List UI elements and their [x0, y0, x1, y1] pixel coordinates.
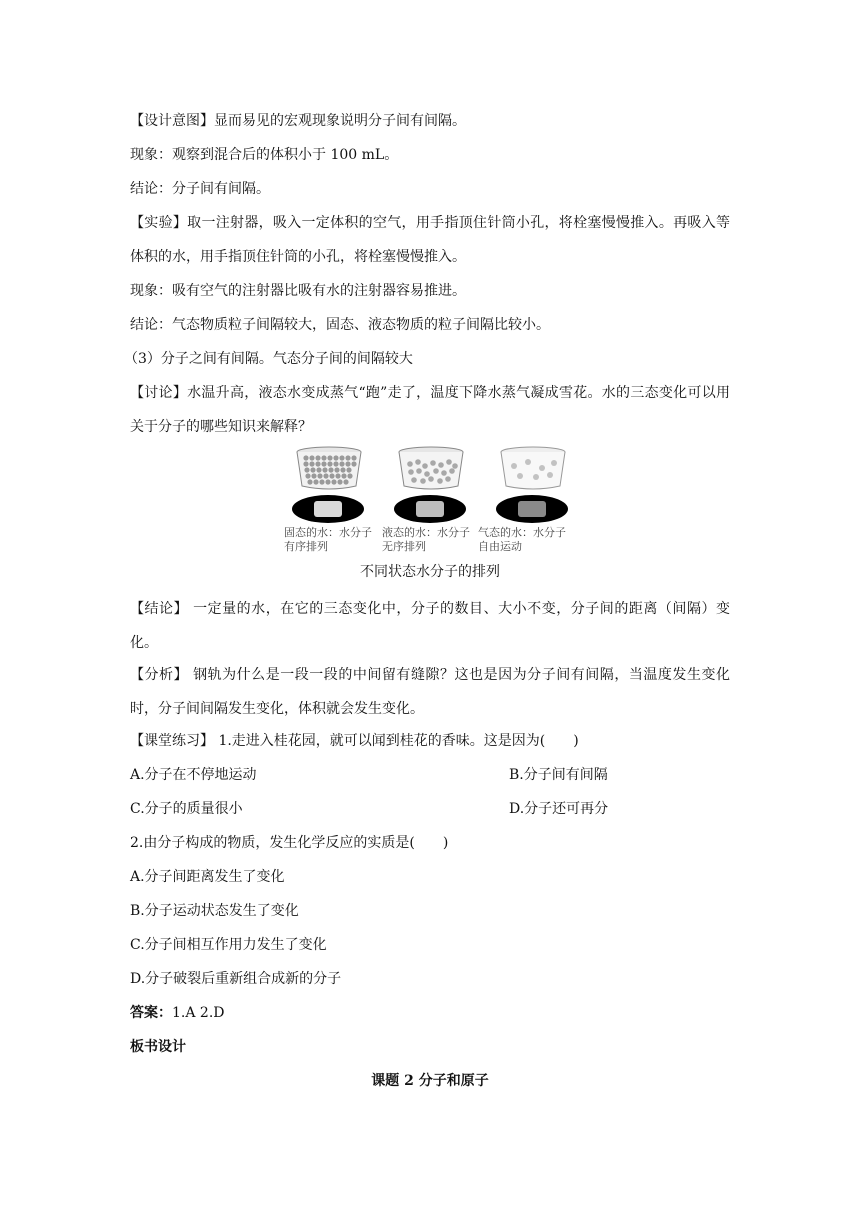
conclusion-line-1: 结论：分子间有间隔。 — [130, 181, 270, 197]
design-intent-line: 【设计意图】显而易见的宏观现象说明分子间有间隔。 — [130, 113, 466, 129]
conclusion-line-2: 结论：气态物质粒子间隔较大，固态、液态物质的粒子间隔比较小。 — [130, 317, 550, 333]
ice-photo — [292, 495, 364, 523]
question-1: 【课堂练习】 1.走进入桂花园，就可以闻到桂花的香味。这是因为( ) — [130, 733, 579, 749]
conclusion-paragraph: 【结论】 一定量的水，在它的三态变化中，分子的数目、大小不变，分子间的距离（间隔）变化。 — [130, 601, 730, 651]
gas-caption: 气态的水：水分子自由运动 — [478, 526, 566, 553]
solid-water-beaker-icon — [294, 446, 364, 490]
water-glass-photo — [394, 495, 466, 523]
answer-label: 答案： — [130, 1005, 172, 1021]
liquid-caption: 液态的水：水分子无序排列 — [382, 526, 470, 553]
point-3-line: （3）分子之间有间隔。气态分子间的间隔较大 — [124, 351, 413, 367]
question-2-option-c: C.分子间相互作用力发生了变化 — [130, 937, 327, 953]
phenomenon-line-1: 现象：观察到混合后的体积小于 100 mL。 — [130, 147, 399, 163]
question-2-option-a: A.分子间距离发生了变化 — [130, 869, 285, 885]
gas-water-beaker-icon — [498, 446, 568, 490]
water-states-figure — [284, 444, 576, 556]
steam-glass-photo — [496, 495, 568, 523]
question-1-option-b: B.分子间有间隔 — [509, 767, 608, 783]
figure-caption: 不同状态水分子的排列 — [360, 564, 500, 580]
board-design-heading: 板书设计 — [130, 1039, 186, 1055]
question-1-option-d: D.分子还可再分 — [509, 801, 609, 817]
answer-line — [130, 996, 730, 1030]
question-2: 2.由分子构成的物质，发生化学反应的实质是( ) — [130, 835, 449, 851]
phenomenon-line-2: 现象：吸有空气的注射器比吸有水的注射器容易推进。 — [130, 283, 466, 299]
question-1-option-a: A.分子在不停地运动 — [130, 767, 257, 783]
solid-caption: 固态的水：水分子有序排列 — [284, 526, 372, 553]
analysis-paragraph: 【分析】 钢轨为什么是一段一段的中间留有缝隙？这也是因为分子间有间隔，当温度发生变化时，分子间间隔发生变化，体积就会发生变化。 — [130, 667, 730, 717]
question-1-option-c: C.分子的质量很小 — [130, 801, 243, 817]
experiment-paragraph: 【实验】取一注射器，吸入一定体积的空气，用手指顶住针筒小孔，将栓塞慢慢推入。再吸入等体积的水，用手指顶住针筒的小孔，将栓塞慢慢推入。 — [130, 215, 730, 265]
topic-title: 课题 2 分子和原子 — [371, 1073, 489, 1089]
question-2-option-d: D.分子破裂后重新组合成新的分子 — [130, 971, 342, 987]
question-2-option-b: B.分子运动状态发生了变化 — [130, 903, 299, 919]
liquid-water-beaker-icon — [396, 446, 466, 490]
discussion-paragraph: 【讨论】水温升高，液态水变成蒸气“跑”走了，温度下降水蒸气凝成雪花。水的三态变化可以用关于分子的哪些知识来解释？ — [130, 385, 730, 435]
answer-value: 1.A 2.D — [172, 1005, 225, 1021]
